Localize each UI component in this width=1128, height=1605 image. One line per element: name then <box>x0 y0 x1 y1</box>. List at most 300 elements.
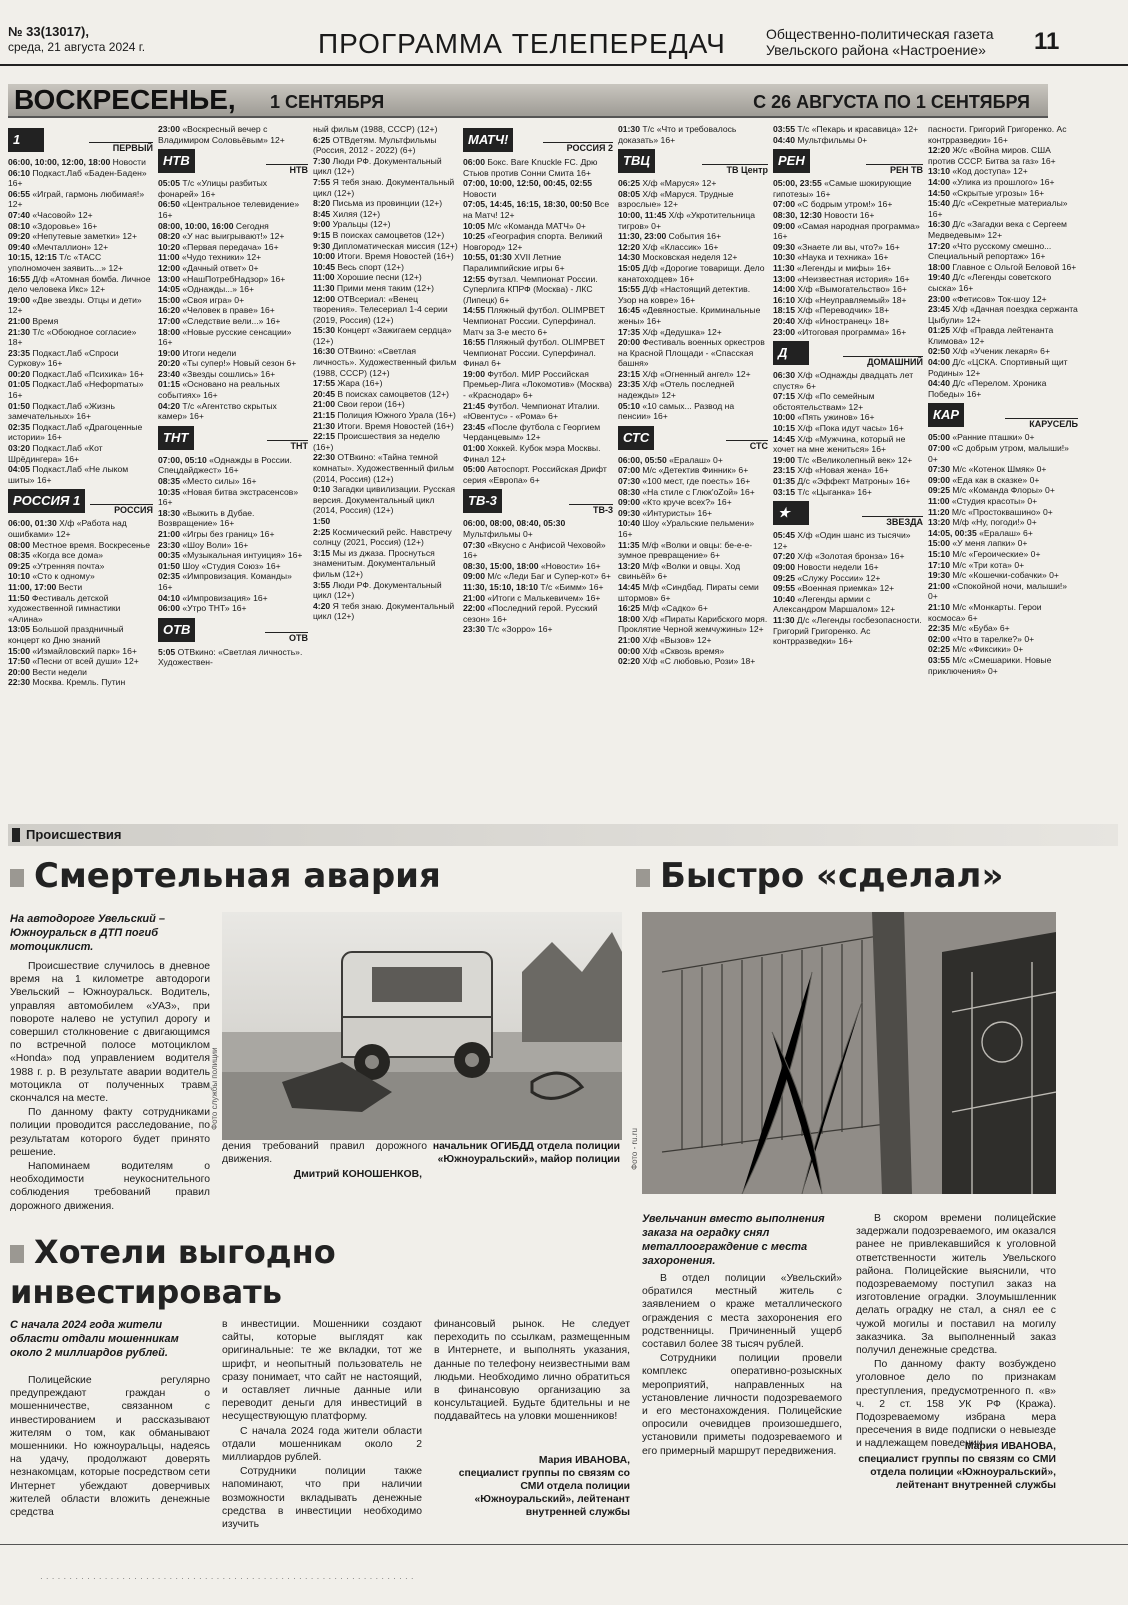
programme-title: «Место силы» 16+ <box>182 476 257 487</box>
programme-entry <box>618 497 768 508</box>
programme-entry <box>463 401 613 422</box>
programme-time: 07:30 <box>928 464 950 475</box>
programme-time: 04:40 <box>928 378 950 389</box>
programme-title: Д/ф «Дорогие товарищи. Дело канатоходцев» 16+ <box>618 262 765 284</box>
programme-title: Д/ф «Настоящий детектив. Узор на ковре» 16+ <box>618 284 751 305</box>
programme-time: 8:45 <box>313 208 331 219</box>
programme-time: 13:20 <box>618 560 640 571</box>
programme-title: «Легенды армии с Александром Маршалом» 12+ <box>773 593 896 615</box>
programme-title: Бокс. Bare Knuckle FC. Дрю Стьюв против Сонни Смита 16+ <box>463 157 598 178</box>
programme-entry <box>463 464 613 485</box>
programme-entry <box>313 580 458 601</box>
programme-title: Подкаст.Лаб «Спроси Суркову» 16+ <box>8 347 119 369</box>
programme-title: «Центральное телевидение» 16+ <box>158 199 300 220</box>
programme-entry <box>158 316 308 327</box>
programme-title: В поисках самоцветов (12+) <box>332 229 445 240</box>
programme-title: «Вкусно с Анфисой Чеховой» 16+ <box>463 539 606 561</box>
programme-title: Новости <box>112 157 146 167</box>
programme-title: Х/ф «Маруся. Трудные взрослые» 12+ <box>618 188 734 210</box>
channel-logo-icon: КАР <box>928 403 964 427</box>
programme-time: 23:35 <box>618 379 640 390</box>
article1-paragraph: Происшествие случилось в дневное время на 1 километре автодороги Увельский – Южноуральск. Водитель, управляя автомобилем «УАЗ», при повороте налево не уступил дорогу и совершил столкновение с двигающимся по встречной полосе мотоциклом «Honda» под управлением водителя 1988 г. р. В результате аварии водитель мотоцикла от полученных травм скончался на месте. <box>10 961 210 1105</box>
programme-time: 23:30 <box>463 624 485 635</box>
programme-entry <box>928 294 1078 305</box>
programme-entry <box>773 551 923 562</box>
programme-title: Футбол. МИР Российская Премьер-Лига «Локомотив» (Москва) - «Краснодар» 6+ <box>463 368 612 401</box>
channel-header <box>773 149 923 175</box>
programme-time: 11:35 <box>618 539 640 550</box>
programme-entry <box>158 199 308 220</box>
programme-entry <box>928 346 1078 357</box>
programme-title: Х/ф «Укротительница тигров» 0+ <box>618 209 756 231</box>
programme-title: М/с «Три кота» 0+ <box>952 559 1025 570</box>
programme-time: 11:50 <box>8 592 30 603</box>
programme-time: 08:05 <box>618 188 640 199</box>
channel-logo-icon: СТС <box>618 426 654 450</box>
programme-title: «Следствие вели...» 16+ <box>182 315 281 326</box>
programme-entry <box>618 603 768 614</box>
programme-title: пасности. Григорий Григоренко. Ас контрразведки» 16+ <box>928 124 1067 145</box>
programme-title: Время <box>32 315 59 326</box>
programme-entry <box>928 581 1078 602</box>
programme-time: 09:20 <box>8 231 30 242</box>
programme-title: Т/с «Зорро» 16+ <box>487 624 553 635</box>
programme-title: «Новости» 16+ <box>540 560 601 571</box>
article3-paragraph: С начала 2024 года жители области отдали мошенникам около 2 миллиардов рублей. <box>222 1425 422 1464</box>
programme-entry <box>463 540 613 561</box>
programme-time: 20:45 <box>313 388 335 399</box>
programme-entry <box>773 135 923 146</box>
programme-time: 5:05 <box>158 646 176 657</box>
article2-author-title: специалист группы по связям со СМИ отдела полиции «Южноуральский», лейтенант внутренней службы <box>858 1454 1056 1491</box>
programme-time: 00:35 <box>158 550 180 561</box>
programme-title: «У нас выигрывают!» 12+ <box>182 231 285 242</box>
article2-body-col2 <box>856 1212 1056 1452</box>
programme-entry <box>158 369 308 380</box>
programme-time: 21:00 <box>8 315 30 326</box>
article1-continuation: дения требований правил дорожного движения. <box>222 1141 427 1166</box>
programme-title: Футбол. Чемпионат Италии. «Ювентус» - «Рома» 6+ <box>463 400 600 422</box>
programme-entry <box>618 305 768 326</box>
programme-time: 18:00 <box>928 261 950 272</box>
channel-name: ТНТ <box>267 440 309 452</box>
programme-time: 18:00 <box>618 613 640 624</box>
programme-time: 21:15 <box>313 410 335 421</box>
programme-entry <box>618 178 768 189</box>
section-label: Происшествия <box>26 827 122 842</box>
programme-time: 20:40 <box>773 315 795 326</box>
programme-entry <box>773 391 923 412</box>
programme-title: Х/ф «Правда лейтенанта Климова» 12+ <box>928 325 1054 346</box>
programme-time: 11:30 <box>773 262 795 273</box>
headline-square-icon <box>636 869 650 887</box>
programme-title: Шоу «Уральские пельмени» 16+ <box>618 518 755 539</box>
programme-time: 11:30, 23:00 <box>618 231 667 242</box>
programme-time: 07:15 <box>773 391 795 402</box>
programme-title: «Непутевые заметки» 12+ <box>32 231 137 242</box>
programme-title: Х/ф «Золотая бронза» 16+ <box>797 551 905 562</box>
programme-entry <box>618 465 768 476</box>
programme-title: М/с «Фиксики» 0+ <box>952 644 1024 655</box>
programme-entry <box>618 614 768 635</box>
programme-title: Шоу «Студия Союз» 16+ <box>182 560 281 571</box>
programme-time: 06:00 <box>463 157 485 167</box>
programme-time: 21:30 <box>313 420 335 431</box>
programme-title: «Новая битва экстрасенсов» 16+ <box>158 486 299 508</box>
programme-time: 14:05 <box>158 284 180 295</box>
programme-time: 19:00 <box>463 368 485 379</box>
programme-entry <box>618 124 768 145</box>
programme-entry <box>8 168 153 189</box>
tv-column-1 <box>8 124 153 796</box>
programme-title: «Новые русские сенсации» 16+ <box>158 326 292 348</box>
programme-time: 22:00 <box>463 603 485 614</box>
programme-title: Подкаст.Лаб «Драгоценные истории» 16+ <box>8 421 143 443</box>
channel-header <box>463 128 613 154</box>
programme-time: 10:30 <box>773 252 795 263</box>
programme-title: Подкаст.Лаб «Не лыком шиты» 16+ <box>8 464 129 485</box>
channel-name: НТВ <box>266 164 309 176</box>
programme-time: 10:00 <box>313 251 335 262</box>
programme-title: Большой праздничный концерт ко Дню знаний <box>8 624 124 645</box>
programme-entry <box>463 221 613 232</box>
programme-title: «Пять ужинов» 16+ <box>797 412 875 423</box>
programme-entry <box>313 452 458 484</box>
programme-entry <box>463 369 613 401</box>
programme-entry <box>8 677 153 688</box>
programme-entry <box>313 548 458 580</box>
programme-time: 05:05 <box>158 178 180 189</box>
programme-time: 11:00 <box>928 496 950 506</box>
programme-time: 16:55 <box>8 273 30 284</box>
programme-entry <box>313 272 458 283</box>
programme-entry <box>463 443 613 464</box>
programme-entry <box>8 369 153 380</box>
programme-time: 19:00 <box>158 347 180 358</box>
programme-entry <box>928 464 1078 475</box>
programme-title: «Наука и техника» 16+ <box>797 252 889 263</box>
programme-entry <box>8 189 153 210</box>
programme-title: М/с «Котенок Шмяк» 0+ <box>952 464 1047 475</box>
article3-paragraph: в инвестиции. Мошенники создают сайты, которые выглядят как оригинальные: те же вкладки, тот же шрифт, и неопытный пользователь не сразу понимает, что сайт не настоящий, и оставляет личные данные или переводит деньги для инвестиций в несуществующую платформу. <box>222 1319 422 1423</box>
programme-time: 01:50 <box>8 400 30 411</box>
programme-entry <box>618 508 768 519</box>
programme-time: 17:55 <box>313 378 335 389</box>
programme-time: 05:00 <box>463 464 485 475</box>
tv-column-4 <box>463 124 613 796</box>
programme-time: 17:35 <box>618 326 640 337</box>
programme-entry <box>8 231 153 242</box>
programme-entry <box>313 325 458 346</box>
programme-time: 10:45 <box>313 261 335 272</box>
article3-paragraph: Полицейские регулярно предупреждают граждан о мошенничестве, связанном с инвестированием и рассказывают жителям о том, как обманывают мошенники. Но южноуральцы, надеясь на удачу, продолжают доверять незнакомцам, которые посредством сети Интернет убеждают доверчивых жителей области вложить денежные средства <box>10 1375 210 1519</box>
programme-entry <box>158 540 308 551</box>
programme-title: «Улика из прошлого» 16+ <box>952 176 1055 187</box>
programme-entry <box>928 188 1078 199</box>
programme-title: М/с «Команда Флоры» 0+ <box>952 485 1055 496</box>
programme-title: «Спокойной ночи, малыши!» 0+ <box>928 580 1068 602</box>
programme-time: 6:25 <box>313 134 331 145</box>
programme-entry <box>158 327 308 348</box>
programme-entry <box>313 527 458 548</box>
header-rule <box>0 64 1128 66</box>
channel-logo-icon: 1 <box>8 128 44 152</box>
programme-time: 15:05 <box>618 262 640 273</box>
programme-entry <box>313 484 458 516</box>
banner-date: 1 СЕНТЯБРЯ <box>270 92 385 112</box>
programme-time: 08:35 <box>8 550 30 561</box>
channel-name: ТВ Центр <box>702 164 768 176</box>
programme-entry <box>158 476 308 487</box>
programme-entry <box>928 517 1078 528</box>
programme-entry <box>463 199 613 220</box>
programme-time: 06:25 <box>618 178 640 189</box>
programme-entry <box>928 496 1078 507</box>
programme-time: 10:25 <box>463 231 485 242</box>
programme-time: 09:25 <box>773 572 795 583</box>
programme-title: Д/с «Легенды госбезопасности. Григорий Григоренко. Ас контрразведки» 16+ <box>773 614 922 647</box>
programme-title: Хиляя (12+) <box>332 208 381 219</box>
programme-entry <box>463 561 613 572</box>
channel-logo-icon: НТВ <box>158 149 195 173</box>
programme-entry <box>618 646 768 657</box>
programme-title: Подкаст.Лаб «Психика» 16+ <box>32 368 144 379</box>
programme-entry <box>773 327 923 338</box>
programme-title: Т/с «Улицы разбитых фонарей» 16+ <box>158 178 268 199</box>
programme-entry <box>773 573 923 584</box>
programme-entry <box>8 540 153 551</box>
programme-title: «Последний герой. Русский сезон» 16+ <box>463 603 598 624</box>
programme-title: Фестиваль военных оркестров на Красной Площади - «Спасская башня» <box>618 337 765 369</box>
programme-entry <box>773 274 923 285</box>
programme-entry <box>773 434 923 455</box>
programme-title: Х/ф «Вызов» 12+ <box>642 634 712 645</box>
programme-title: Полиция Южного Урала (16+) <box>337 410 456 421</box>
programme-time: 19:00 <box>8 294 30 305</box>
programme-title: «Знаете ли вы, что?» 16+ <box>797 241 900 252</box>
article2-paragraph: Сотрудники полиции провели комплекс оперативно-розыскных мероприятий, направленных на установление личности подозреваемого и его местонахождения. Полицейские опросили очевидцев произошедшего, установили приметы подозреваемого и его примерный маршрут передвижения. <box>642 1353 842 1457</box>
article2-author <box>856 1440 1056 1492</box>
programme-entry <box>773 594 923 615</box>
channel-header <box>8 128 153 154</box>
channel-name: РОССИЯ <box>90 504 153 516</box>
programme-title: «Итоговая программа» 16+ <box>797 326 907 337</box>
programme-time: 06:00, 10:00, 12:00, 18:00 <box>8 157 111 167</box>
programme-entry <box>773 412 923 423</box>
programme-title: «НашПотребНадзор» 16+ <box>182 273 286 284</box>
programme-title: Жара (16+) <box>337 378 383 389</box>
programme-entry <box>8 561 153 572</box>
programme-entry <box>773 455 923 466</box>
programme-time: 07:40 <box>8 209 30 220</box>
programme-title: В поисках самоцветов (12+) <box>337 388 449 399</box>
programme-title: «Военная приемка» 12+ <box>797 583 895 594</box>
programme-time: 18:15 <box>773 305 795 316</box>
programme-time: 00:00 <box>618 645 640 656</box>
programme-entry <box>8 443 153 464</box>
programme-title: Люди РФ. Документальный цикл (12+) <box>313 155 442 177</box>
programme-entry <box>928 528 1078 539</box>
programme-entry <box>618 284 768 305</box>
programme-entry <box>618 189 768 210</box>
programme-time: 06:30 <box>773 370 795 381</box>
programme-entry <box>463 603 613 624</box>
programme-entry <box>618 242 768 253</box>
programme-time: 05:45 <box>773 530 795 541</box>
programme-title: Х/ф «Однажды двадцать лет спустя» 6+ <box>773 370 914 391</box>
programme-entry <box>618 379 768 400</box>
channel-header <box>773 501 923 527</box>
programme-title: «Ералаш» 6+ <box>979 527 1033 538</box>
programme-time: 3:15 <box>313 547 331 558</box>
channel-name: РЕН ТВ <box>866 164 923 176</box>
programme-entry <box>158 295 308 306</box>
programme-title: Весь спорт (12+) <box>337 261 404 272</box>
article1-paragraph: Напоминаем водителям о необходимости неукоснительного соблюдения требований правил дорожного движения. <box>10 1161 210 1212</box>
programme-title: Мультфильмы 0+ <box>463 529 533 539</box>
programme-title: «С добрым утром, малыши!» 0+ <box>928 443 1069 464</box>
programme-entry <box>158 358 308 369</box>
channel-logo-icon: ★ <box>773 501 809 525</box>
programme-entry <box>158 178 308 199</box>
programme-time: 16:30 <box>928 219 950 230</box>
programme-entry <box>773 530 923 551</box>
programme-time: 21:00 <box>618 634 640 645</box>
programme-entry <box>158 274 308 285</box>
programme-entry <box>773 199 923 210</box>
programme-title: Т/с «Великолепный век» 12+ <box>797 454 913 465</box>
programme-time: 13:00 <box>773 273 795 284</box>
programme-entry <box>313 135 458 156</box>
programme-title: «Ералаш» 0+ <box>669 454 723 465</box>
programme-time: 10:15 <box>773 423 795 434</box>
programme-title: Х/ф «Классик» 16+ <box>642 241 719 252</box>
programme-entry <box>158 284 308 295</box>
programme-entry <box>618 210 768 231</box>
channel-logo-icon: РОССИЯ 1 <box>8 489 85 513</box>
programme-entry <box>463 157 613 178</box>
channel-header <box>773 341 923 367</box>
programme-title: «География спорта. Великий Новгород» 12+ <box>463 231 603 252</box>
programme-entry <box>463 582 613 593</box>
tv-column-7 <box>928 124 1078 796</box>
programme-title: «Мечталлион» 12+ <box>32 241 109 252</box>
channel-header <box>158 618 308 644</box>
programme-time: 03:55 <box>773 124 795 134</box>
programme-entry <box>773 476 923 487</box>
article2-paragraph: В отдел полиции «Увельский» обратился местный житель с заявлением о краже металлического ограждения с места захоронения его родственницы. Причиненный ущерб составил более 38 тысяч рублей. <box>642 1273 842 1351</box>
programme-title: Х/ф «По семейным обстоятельствам» 12+ <box>773 391 875 412</box>
programme-time: 07:20 <box>773 551 795 562</box>
programme-entry <box>8 348 153 369</box>
programme-title: Подкаст.Лаб «Баден-Баден» 16+ <box>8 167 147 189</box>
channel-name: СТС <box>726 440 768 452</box>
programme-entry <box>618 252 768 263</box>
programme-entry <box>928 124 1078 145</box>
programme-time: 10:55, 01:30 <box>463 252 512 263</box>
programme-time: 11:00 <box>313 272 335 283</box>
programme-time: 01:50 <box>158 560 180 571</box>
programme-title: Я тебя знаю. Документальный цикл (12+) <box>313 176 455 198</box>
programme-title: Автоспорт. Российская Дрифт серия «Европа» 6+ <box>463 464 607 485</box>
programme-time: 07:00, 10:00, 12:50, 00:45, 02:55 <box>463 178 592 189</box>
programme-entry <box>928 507 1078 518</box>
channel-header <box>618 426 768 452</box>
programme-time: 23:00 <box>928 293 950 304</box>
programme-time: 0:10 <box>313 484 331 495</box>
programme-time: 09:30 <box>618 507 640 518</box>
programme-title: Футзал. Чемпионат России. Суперлига КПРФ (Москва) - ЛКС (Липецк) 6+ <box>463 273 598 305</box>
programme-time: 07:30 <box>618 476 640 487</box>
programme-entry <box>463 518 613 539</box>
programme-title: Мы из джаза. Проснуться знаменитым. Документальный фильм (12+) <box>313 547 436 579</box>
programme-time: 11:30, 15:10, 18:10 <box>463 581 539 592</box>
programme-title: Д/с «Загадки века с Сергеем Медведевым» 12+ <box>928 219 1067 240</box>
programme-time: 21:00 <box>463 592 485 603</box>
channel-header <box>928 403 1078 429</box>
channel-logo-icon: ОТВ <box>158 618 195 642</box>
programme-time: 04:00 <box>928 357 950 368</box>
programme-time: 21:00 <box>928 580 950 591</box>
programme-time: 12:20 <box>618 241 640 252</box>
programme-time: 8:20 <box>313 198 331 209</box>
programme-title: Х/ф «Сквозь время» <box>642 645 725 656</box>
article1-lead: На автодороге Увельский – Южноуральск в ДТП погиб мотоциклист. <box>10 913 166 953</box>
article3-body-col3 <box>434 1318 630 1425</box>
programme-title: «Девяностые. Криминальные жены» 16+ <box>618 305 761 326</box>
programme-title: ОТВкино: «Тайна темной комнаты». Художественный фильм (2014, Россия) (12+) <box>313 452 454 484</box>
programme-entry <box>158 263 308 274</box>
programme-time: 08:00, 10:00, 16:00 <box>158 220 234 231</box>
paper-name-line1: Общественно-политическая газета <box>766 26 994 42</box>
programme-entry <box>158 508 308 529</box>
programme-time: 23:45 <box>463 421 485 432</box>
channel-logo-icon: МАТЧ! <box>463 128 513 152</box>
programme-title: «Что русскому смешно... Специальный репортаж» 16+ <box>928 240 1052 262</box>
programme-entry <box>463 252 613 273</box>
programme-title: Х/ф «Новая жена» 16+ <box>797 465 889 476</box>
day-banner <box>8 84 1048 118</box>
programme-title: Дипломатическая миссия (12+) <box>332 240 458 251</box>
programme-title: Т/с «ТАСС уполномочен заявить...» 12+ <box>8 252 124 273</box>
programme-entry <box>8 252 153 273</box>
programme-time: 13:00 <box>158 273 180 284</box>
section-bar <box>8 824 1118 846</box>
programme-entry <box>8 242 153 253</box>
programme-title: «Сто к одному» <box>32 571 95 582</box>
programme-time: 15:55 <box>618 284 640 295</box>
programme-title: «Самая народная программа» 16+ <box>773 220 920 242</box>
programme-title: Итоги. Время Новостей (16+) <box>337 420 454 431</box>
programme-entry <box>618 487 768 498</box>
programme-title: «Измайловский парк» 16+ <box>32 645 137 656</box>
programme-entry <box>928 570 1078 581</box>
programme-time: 14:00 <box>773 284 795 295</box>
article2-photo <box>642 912 1056 1194</box>
article2-body-col1 <box>642 1272 842 1459</box>
programme-time: 14:05, 00:35 <box>928 527 977 538</box>
programme-title: «10 самых... Развод на пенсии» 16+ <box>618 400 735 422</box>
programme-entry <box>313 262 458 273</box>
programme-time: 03:20 <box>8 443 30 454</box>
programme-time: 09:00 <box>463 571 485 582</box>
article1-body <box>10 960 210 1214</box>
programme-entry <box>313 601 458 622</box>
programme-title: Новости недели 16+ <box>797 562 879 572</box>
programme-time: 01:00 <box>463 443 485 454</box>
programme-time: 11:00, 17:00 <box>8 581 57 592</box>
programme-time: 08:35 <box>158 476 180 487</box>
